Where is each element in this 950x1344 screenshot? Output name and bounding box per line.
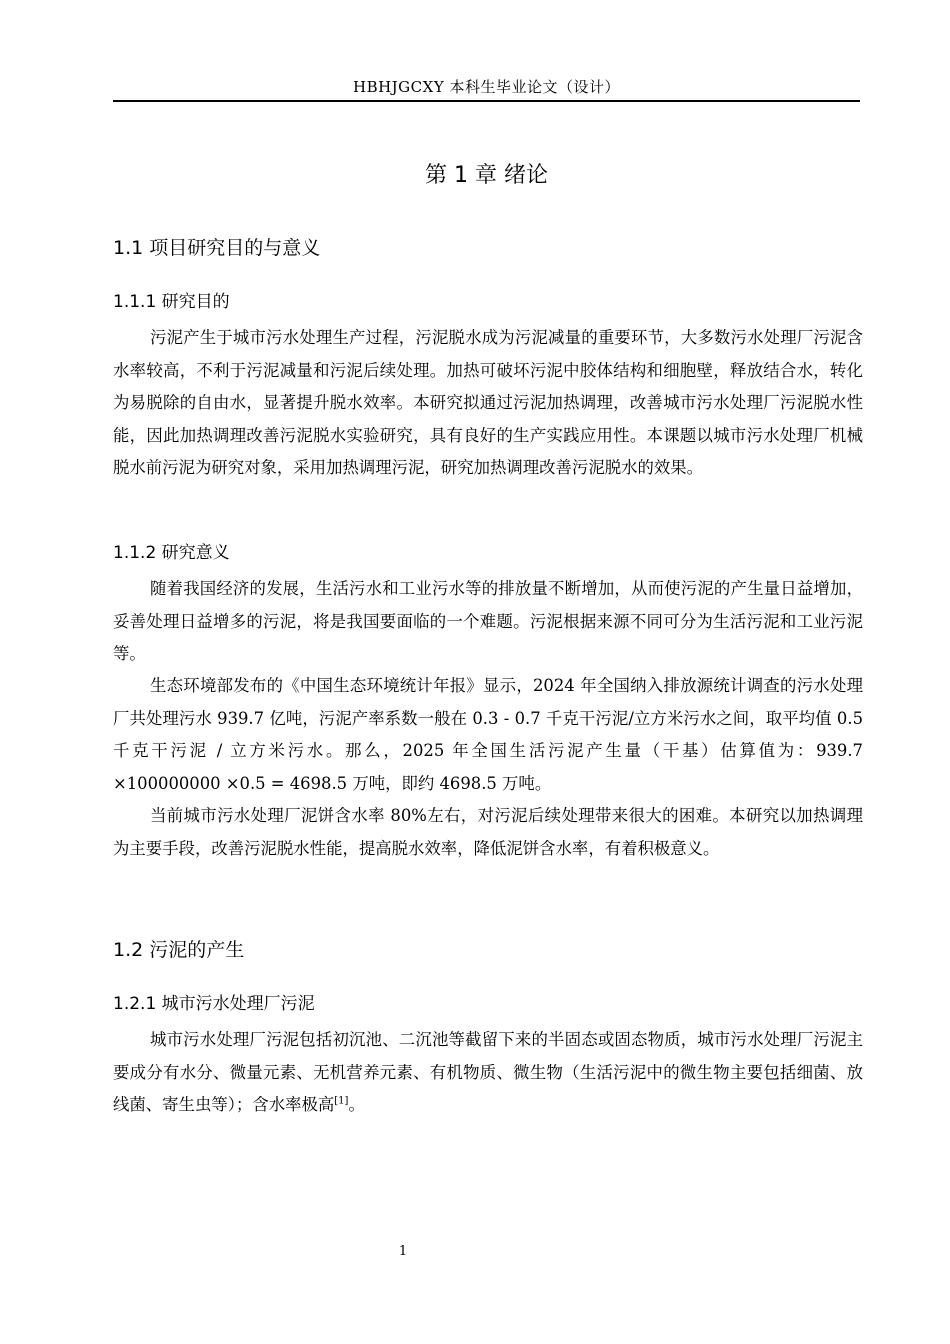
research-significance-paragraph-3: 当前城市污水处理厂泥饼含水率 80%左右，对污泥后续处理带来很大的困难。本研究以加热调理为主要手段，改善污泥脱水性能，提高脱水效率，降低泥饼含水率，有着积极意义。	[113, 806, 863, 858]
citation-ref-1[interactable]: [1]	[334, 1095, 349, 1107]
research-significance-paragraph-1: 随着我国经济的发展，生活污水和工业污水等的排放量不断增加，从而使污泥的产生量日益增加，妥善处理日益增多的污泥，将是我国要面临的一个难题。污泥根据来源不同可分为生活污泥和工业污泥等。	[113, 579, 863, 663]
section-1-1-2-title: 1.1.2 研究意义	[113, 543, 230, 563]
section-1-1-1-title: 1.1.1 研究目的	[113, 292, 230, 312]
section-1-1-title: 1.1 项目研究目的与意义	[113, 237, 321, 259]
research-purpose-paragraph: 污泥产生于城市污水处理生产过程，污泥脱水成为污泥减量的重要环节，大多数污水处理厂污泥含水率较高，不利于污泥减量和污泥后续处理。加热可破坏污泥中胶体结构和细胞壁，释放结合水，转化为易脱除的自由水，显著提升脱水效率。本研究拟通过污泥加热调理，改善城市污水处理厂污泥脱水性能，因此加热调理改善污泥脱水实验研究，具有良好的生产实践应用性。本课题以城市污水处理厂机械脱水前污泥为研究对象，采用加热调理污泥，研究加热调理改善污泥脱水的效果。	[113, 328, 863, 477]
section-1-2-1-title: 1.2.1 城市污水处理厂污泥	[113, 994, 315, 1014]
municipal-sludge-text: 城市污水处理厂污泥包括初沉池、二沉池等截留下来的半固态或固态物质，城市污水处理厂污泥主要成分有水分、微量元素、无机营养元素、有机物质、微生物（生活污泥中的微生物主要包括细菌、放线菌、寄生虫等）；含水率极高	[113, 1030, 863, 1114]
municipal-sludge-end: 。	[348, 1095, 365, 1114]
running-header: HBHJGCXY 本科生毕业论文（设计）	[352, 78, 620, 96]
page-number: 1	[398, 1244, 408, 1259]
header-rule	[113, 100, 860, 102]
research-significance-paragraph-2: 生态环境部发布的《中国生态环境统计年报》显示，2024 年全国纳入排放源统计调查的污水处理厂共处理污水 939.7 亿吨，污泥产率系数一般在 0.3 - 0.7 千克干污泥/立方米污水之间，取平均值 0.5 千克干污泥 / 立方米污水。那么，2025 年全国生活污泥产生量（干基）估算值为：939.7 ×100000000 ×0.5 = 4698.5 万吨，即约 4698.5 万吨。	[113, 676, 863, 793]
section-1-2-title: 1.2 污泥的产生	[113, 939, 245, 961]
municipal-sludge-paragraph	[113, 1024, 863, 1122]
chapter-title: 第 1 章 绪论	[425, 163, 548, 188]
